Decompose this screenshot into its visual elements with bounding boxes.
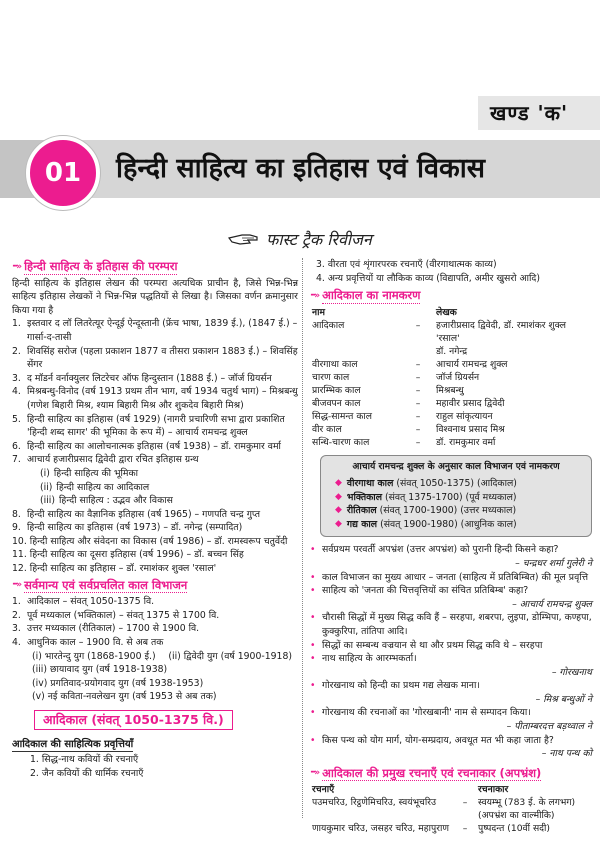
- adikal-box: आदिकाल (संवत् 1050-1375 वि.): [34, 710, 233, 730]
- pravritti-list: [12, 753, 298, 780]
- item-number: 9.: [12, 522, 21, 534]
- bullet-icon: ◆: [335, 477, 342, 488]
- section-heading: ···» हिन्दी साहित्य के इतिहास की परम्परा: [12, 259, 178, 273]
- dash: –: [415, 359, 421, 371]
- section-heading: ···» आदिकाल की प्रमुख रचनाएँ एवं रचनाकार (अपभ्रंश): [310, 765, 542, 780]
- author-name: डॉ. रामकुमार वर्मा: [436, 437, 496, 449]
- fact-line: [310, 679, 592, 693]
- list-item: [12, 548, 298, 562]
- period-name: [310, 345, 402, 358]
- division-range: (संवत् 1375-1700) (पूर्व मध्यकाल): [384, 491, 517, 503]
- dash: –: [462, 797, 468, 809]
- fact-text: नाथ साहित्य के आरम्भकर्ता।: [322, 653, 417, 665]
- history-list-continued: [12, 508, 298, 576]
- author-name: विश्वनाथ प्रसाद मिश्र: [436, 424, 505, 436]
- list-item: [12, 622, 298, 636]
- work-row: [310, 796, 592, 822]
- item-number: 7.: [12, 454, 21, 466]
- pravritti-heading: आदिकाल की साहित्यिक प्रवृत्तियाँ: [12, 738, 133, 753]
- chapter-number: 01: [26, 136, 100, 210]
- item-number: 6.: [12, 440, 21, 452]
- list-item: [12, 595, 298, 609]
- bullet-icon: •: [310, 571, 316, 583]
- item-text: हिन्दी साहित्य : उद्भव और विकास: [59, 495, 173, 507]
- fact-attribution: – आचार्य रामचन्द्र शुक्ल: [512, 598, 592, 610]
- fact-line: [310, 584, 592, 598]
- yug-item: (iv) प्रगतिवाद-प्रयोगवाद युग (वर्ष 1938-1953): [32, 677, 204, 689]
- facts-list: [310, 543, 592, 761]
- item-number: 3.: [12, 623, 21, 635]
- pravritti-item: 2. जैन कवियों की धार्मिक रचनाएँ: [30, 767, 144, 779]
- list-item: [12, 508, 298, 522]
- fact-item: [310, 639, 592, 653]
- section-heading: ···» सर्वमान्य एवं सर्वप्रचलित काल विभाजन: [12, 577, 188, 592]
- intro-paragraph: हिन्दी साहित्य के इतिहास लेखन की परम्परा अत्यधिक प्राचीन है, जिसे भिन्न-भिन्न साहित्य इतिहास लेखकों ने भिन्न-भिन्न पद्धतियों से लिखा है। जिसका वर्णन क्रमानुसार किया गया है: [12, 277, 298, 316]
- item-number: 11.: [12, 549, 27, 561]
- column-divider: [302, 258, 303, 818]
- item-text: हिन्दी साहित्य का आदिकाल: [56, 481, 150, 493]
- author-name: जॉर्ज ग्रियर्सन: [436, 372, 480, 384]
- yug-row: (i) भारतेन्दु युग (1868-1900 ई.) (ii) द्विवेदी युग (वर्ष 1900-1918): [32, 650, 292, 662]
- naming-row: [310, 436, 592, 449]
- fact-line: [310, 543, 592, 557]
- list-item: [12, 481, 298, 495]
- bullet-icon: ◆: [335, 518, 342, 529]
- fact-item: [310, 571, 592, 585]
- naming-row: [310, 371, 592, 384]
- bullet-icon: •: [310, 639, 316, 651]
- item-text: हिन्दी साहित्य का इतिहास (वर्ष 1973) – डॉ. नगेन्द्र (सम्पादित): [27, 522, 243, 534]
- pravritti-list-continued: [310, 258, 592, 285]
- item-number: 2.: [12, 345, 21, 357]
- work-author: स्वयम्भू (783 ई. के लगभग) (अपभ्रंश का वाल्मीकि): [478, 797, 576, 822]
- item-text: पूर्व मध्यकाल (भक्तिकाल) – संवत् 1375 से 1700 वि.: [27, 609, 220, 621]
- item-number: 10.: [12, 535, 27, 547]
- period-name: वीर काल: [312, 424, 342, 436]
- works-table: रचनाएँ रचनाकार पउमचरिउ, रिट्ठणेमिचरिउ, स्वयंभूचरिउ – स्वयम्भू (783 ई. के लगभग) (अपभ्रंश का वाल्मीकि) णायकुमार चरिउ, जसहर चरिउ, महापुराण – पुष्पदन्त (10वीं सदी): [310, 783, 592, 835]
- naming-row: [310, 345, 592, 358]
- item-number: 4.: [12, 386, 21, 398]
- division-item: [327, 491, 585, 505]
- period-name: वीरगाथा काल: [312, 359, 358, 371]
- arrow-icon: ···»: [12, 580, 21, 591]
- item-text: आचार्य हजारीप्रसाद द्विवेदी द्वारा रचित इतिहास ग्रन्थ: [27, 454, 199, 466]
- naming-row: [310, 358, 592, 371]
- fact-item: [310, 706, 592, 733]
- work-row: [310, 822, 592, 835]
- division-name: भक्तिकाल: [346, 491, 382, 503]
- fact-attribution: – चन्द्रधर शर्मा गुलेरी ने: [515, 557, 592, 569]
- fact-line: [310, 652, 592, 666]
- bullet-icon: •: [310, 653, 316, 665]
- list-item: [12, 467, 298, 481]
- yug-item: (iii) छायावाद युग (वर्ष 1918-1938): [32, 664, 168, 676]
- division-item: [327, 477, 585, 491]
- yug-item: (v) नई कविता-नवलेखन युग (वर्ष 1953 से अब तक): [32, 691, 217, 703]
- division-name: वीरगाथा काल: [346, 477, 394, 489]
- list-item: [12, 317, 298, 344]
- history-list: [12, 317, 298, 467]
- fact-line: [310, 706, 592, 720]
- yug-list: [12, 663, 298, 704]
- period-name: बीजवपन काल: [312, 398, 361, 410]
- fact-text: साहित्य को 'जनता की चित्तवृत्तियों का संचित प्रतिबिम्ब' कहा?: [322, 585, 529, 597]
- dash: –: [415, 372, 421, 384]
- dash: [402, 345, 434, 358]
- item-text: हिन्दी साहित्य की भूमिका: [53, 467, 138, 479]
- naming-row: [310, 423, 592, 436]
- work-title: णायकुमार चरिउ, जसहर चरिउ, महापुराण: [312, 823, 449, 835]
- item-text: हिन्दी साहित्य का इतिहास – डॉ. रमाशंकर शुक्ल 'रसाल': [29, 563, 217, 575]
- fact-text: काल विभाजन का मुख्य आधार – जनता (साहित्य में प्रतिबिम्बित) की मूल प्रवृत्ति: [322, 571, 589, 583]
- list-item: [12, 440, 298, 454]
- arrow-icon: ···»: [310, 768, 319, 779]
- dash: –: [415, 411, 421, 423]
- item-number: 8.: [12, 508, 21, 520]
- item-text: हिन्दी साहित्य का वैज्ञानिक इतिहास (वर्ष 1965) – गणपति चन्द्र गुप्त: [27, 508, 261, 520]
- naming-row: [310, 410, 592, 423]
- division-range: (संवत् 1050-1375) (आदिकाल): [396, 477, 517, 489]
- division-range: (संवत् 1700-1900) (उत्तर मध्यकाल): [379, 505, 517, 517]
- item-number: 1.: [12, 318, 21, 330]
- history-sublist: [12, 467, 298, 508]
- fact-line: [310, 734, 592, 748]
- item-text: आदिकाल – संवत् 1050-1375 वि.: [27, 596, 155, 608]
- work-title: पउमचरिउ, रिट्ठणेमिचरिउ, स्वयंभूचरिउ: [312, 797, 437, 809]
- period-name: चारण काल: [312, 372, 350, 384]
- pravritti-item: 3. वीरता एवं शृंगारपरक रचनाएँ (वीरगाथात्मक काव्य): [316, 259, 497, 270]
- naming-row: [310, 397, 592, 410]
- division-range: (संवत् 1900-1980) (आधुनिक काल): [380, 518, 517, 530]
- bullet-icon: •: [310, 544, 316, 556]
- fact-line: [310, 639, 592, 653]
- fact-text: सिद्धों का सम्बन्ध वज्रयान से था और प्रथम सिद्ध कवि थे – सरहपा: [322, 639, 543, 651]
- item-number: 5.: [12, 413, 21, 425]
- naming-table: नाम लेखक आदिकाल – हजारीप्रसाद द्विवेदी, डॉ. रमाशंकर शुक्ल 'रसाल' डॉ. नगेन्द्र वीरगाथा काल – आचार्य रामचन्द्र शुक्ल चारण काल – जॉर्ज ग्रियर्सन प्रारम्भिक काल – मिश्रबन्धु बीजवपन काल – महावीर प्रसाद द्विवेदी सिद्ध-सामन्त काल – राहुल सांकृत्यायन वीर काल – विश्वनाथ प्रसाद मिश्र सन्धि-चारण काल – डॉ. रामकुमार वर्मा: [310, 306, 592, 450]
- author-name: आचार्य रामचन्द्र शुक्ल: [436, 359, 508, 371]
- fact-attribution: – गोरखनाथ: [551, 666, 592, 678]
- item-text: हिन्दी साहित्य का इतिहास (वर्ष 1929) (नागरी प्रचारिणी सभा द्वारा प्रकाशित 'हिन्दी शब्द सागर' की भूमिका के रूप में) – आचार्य रामचन्द्र शुक्ल: [27, 413, 285, 439]
- fact-text: गोरखनाथ की रचनाओं का 'गोरखबानी' नाम से सम्पादन किया।: [322, 707, 531, 719]
- fast-track-label: फास्ट ट्रैक रिवीजन: [266, 230, 372, 249]
- item-text: हिन्दी साहित्य का आलोचनात्मक इतिहास (वर्ष 1938) – डॉ. रामकुमार वर्मा: [27, 440, 281, 452]
- period-name: सिद्ध-सामन्त काल: [312, 411, 372, 423]
- fact-text: गोरखनाथ को हिन्दी का प्रथम गद्य लेखक माना।: [322, 680, 480, 692]
- item-text: मिश्रबन्धु-विनोद (वर्ष 1913 प्रथम तीन भाग, वर्ष 1934 चतुर्थ भाग) – मिश्रबन्धु (गणेश बिहारी मिश्र, श्याम बिहारी मिश्र और शुकदेव बिहारी मिश्र): [27, 386, 298, 411]
- dash: –: [415, 385, 421, 397]
- bullet-icon: ◆: [335, 505, 342, 516]
- author-name: महावीर प्रसाद द्विवेदी: [436, 398, 505, 410]
- list-item: [12, 385, 298, 412]
- left-column: [12, 258, 298, 780]
- list-item: [12, 345, 298, 372]
- author-name: मिश्रबन्धु: [436, 385, 464, 397]
- item-text: शिवसिंह सरोज (पहला प्रकाशन 1877 व तीसरा प्रकाशन 1883 ई.) – शिवसिंह सेंगर: [27, 345, 298, 371]
- dash: –: [462, 823, 468, 835]
- item-text: हिन्दी साहित्य और संवेदना का विकास (वर्ष 1986) – डॉ. रामस्वरूप चतुर्वेदी: [29, 535, 288, 547]
- pravritti-item: 4. अन्य प्रवृत्तियों या लौकिक काव्य (विद्यापति, अमीर खुसरो आदि): [316, 272, 540, 284]
- dash: –: [415, 320, 421, 332]
- item-text: द मॉडर्न वर्नाक्युलर लिटरेचर ऑफ हिन्दुस्तान (1888 ई.) – जॉर्ज ग्रियर्सन: [27, 372, 272, 384]
- section-heading: ···» आदिकाल का नामकरण: [310, 288, 421, 303]
- period-name: प्रारम्भिक काल: [312, 385, 361, 397]
- fact-attribution: – मिश्र बन्धुओं ने: [535, 693, 592, 705]
- list-item: [12, 535, 298, 549]
- list-item: [12, 372, 298, 386]
- section-label: खण्ड 'क': [490, 101, 569, 125]
- bullet-icon: •: [310, 734, 316, 746]
- bullet-icon: •: [310, 612, 316, 624]
- fact-line: [310, 611, 592, 638]
- dash: –: [415, 398, 421, 410]
- chapter-title: हिन्दी साहित्य का इतिहास एवं विकास: [116, 153, 485, 184]
- fact-item: [310, 679, 592, 706]
- shukla-division-box: आचार्य रामचन्द्र शुक्ल के अनुसार काल विभाजन एवं नामकरण ◆ वीरगाथा काल (संवत् 1050-1375) (आदिकाल) ◆ भक्तिकाल (संवत् 1375-1700) (पूर्व मध्यकाल) ◆ रीतिकाल (संवत् 1700-1900) (उत्तर मध्यकाल) ◆ गद्य काल (संवत् 1900-1980) (आधुनिक काल): [320, 455, 592, 537]
- fact-item: [310, 543, 592, 570]
- period-list: [12, 595, 298, 649]
- list-item: [12, 413, 298, 440]
- fast-track-heading: [228, 228, 372, 250]
- period-name: सन्धि-चारण काल: [312, 437, 370, 449]
- division-name: गद्य काल: [346, 518, 378, 530]
- pravritti-item: 1. सिद्ध-नाथ कवियों की रचनाएँ: [30, 754, 139, 766]
- bullet-icon: •: [310, 707, 316, 719]
- fact-item: [310, 611, 592, 638]
- fact-line: [310, 571, 592, 585]
- fact-text: चौरासी सिद्धों में मुख्य सिद्ध कवि हैं – सरहपा, शबरपा, लुइपा, डोम्भिपा, कण्हपा, कुक्कुरिपा, तांतिपा आदि।: [322, 612, 592, 637]
- item-number: 1.: [12, 596, 21, 608]
- item-text: इस्तवार द लॉ लितरेत्यूर ऐन्दूई ऐन्दूस्तानी (फ्रेंच भाषा, 1839 ई.), (1847 ई.) – गार्सा-द-तासी: [27, 318, 298, 343]
- item-number: 4.: [12, 637, 21, 649]
- naming-row: [310, 319, 592, 345]
- list-item: [12, 494, 298, 508]
- fact-item: [310, 584, 592, 611]
- list-item: [12, 562, 298, 576]
- item-text: उत्तर मध्यकाल (रीतिकाल) – 1700 से 1900 वि.: [27, 623, 200, 635]
- period-name: आदिकाल: [312, 320, 345, 332]
- item-number: 3.: [12, 372, 21, 384]
- work-author: पुष्पदन्त (10वीं सदी): [478, 823, 550, 835]
- item-text: हिन्दी साहित्य का दूसरा इतिहास (वर्ष 1996) – डॉ. बच्चन सिंह: [29, 549, 244, 561]
- division-name: रीतिकाल: [346, 505, 377, 517]
- bullet-icon: ◆: [335, 491, 342, 502]
- dash: –: [415, 424, 421, 436]
- arrow-icon: ···»: [310, 290, 319, 301]
- fact-text: किस पन्थ को योग मार्ग, योग-सम्प्रदाय, अवधूत मत भी कहा जाता है?: [322, 734, 554, 746]
- division-item: [327, 518, 585, 532]
- dash: –: [415, 437, 421, 449]
- arrow-icon: ···»: [12, 261, 21, 272]
- naming-row: [310, 384, 592, 397]
- division-item: [327, 504, 585, 518]
- item-number: (iii): [40, 495, 56, 507]
- list-item: [12, 609, 298, 623]
- bullet-icon: •: [310, 585, 316, 597]
- bullet-icon: •: [310, 680, 316, 692]
- pointing-hand-icon: [228, 231, 258, 247]
- author-name: डॉ. नगेन्द्र: [436, 346, 468, 358]
- author-name: हजारीप्रसाद द्विवेदी, डॉ. रमाशंकर शुक्ल 'रसाल': [436, 320, 566, 345]
- author-name: राहुल सांकृत्यायन: [436, 411, 493, 423]
- fact-item: [310, 652, 592, 679]
- list-item: [12, 636, 298, 650]
- list-item: [12, 453, 298, 467]
- fact-attribution: – पीताम्बरदत्त बड़थ्वाल ने: [506, 721, 592, 733]
- item-number: 12.: [12, 563, 27, 575]
- fact-attribution: – नाथ पन्थ को: [541, 748, 592, 760]
- item-text: आधुनिक काल – 1900 वि. से अब तक: [27, 637, 164, 649]
- fact-item: [310, 734, 592, 761]
- list-item: [12, 521, 298, 535]
- item-number: (ii): [40, 481, 53, 493]
- right-column: [310, 258, 592, 835]
- item-number: (i): [40, 467, 50, 479]
- fact-text: सर्वप्रथम परवर्ती अपभ्रंश (उत्तर अपभ्रंश) को पुरानी हिन्दी किसने कहा?: [322, 544, 559, 556]
- item-number: 2.: [12, 609, 21, 621]
